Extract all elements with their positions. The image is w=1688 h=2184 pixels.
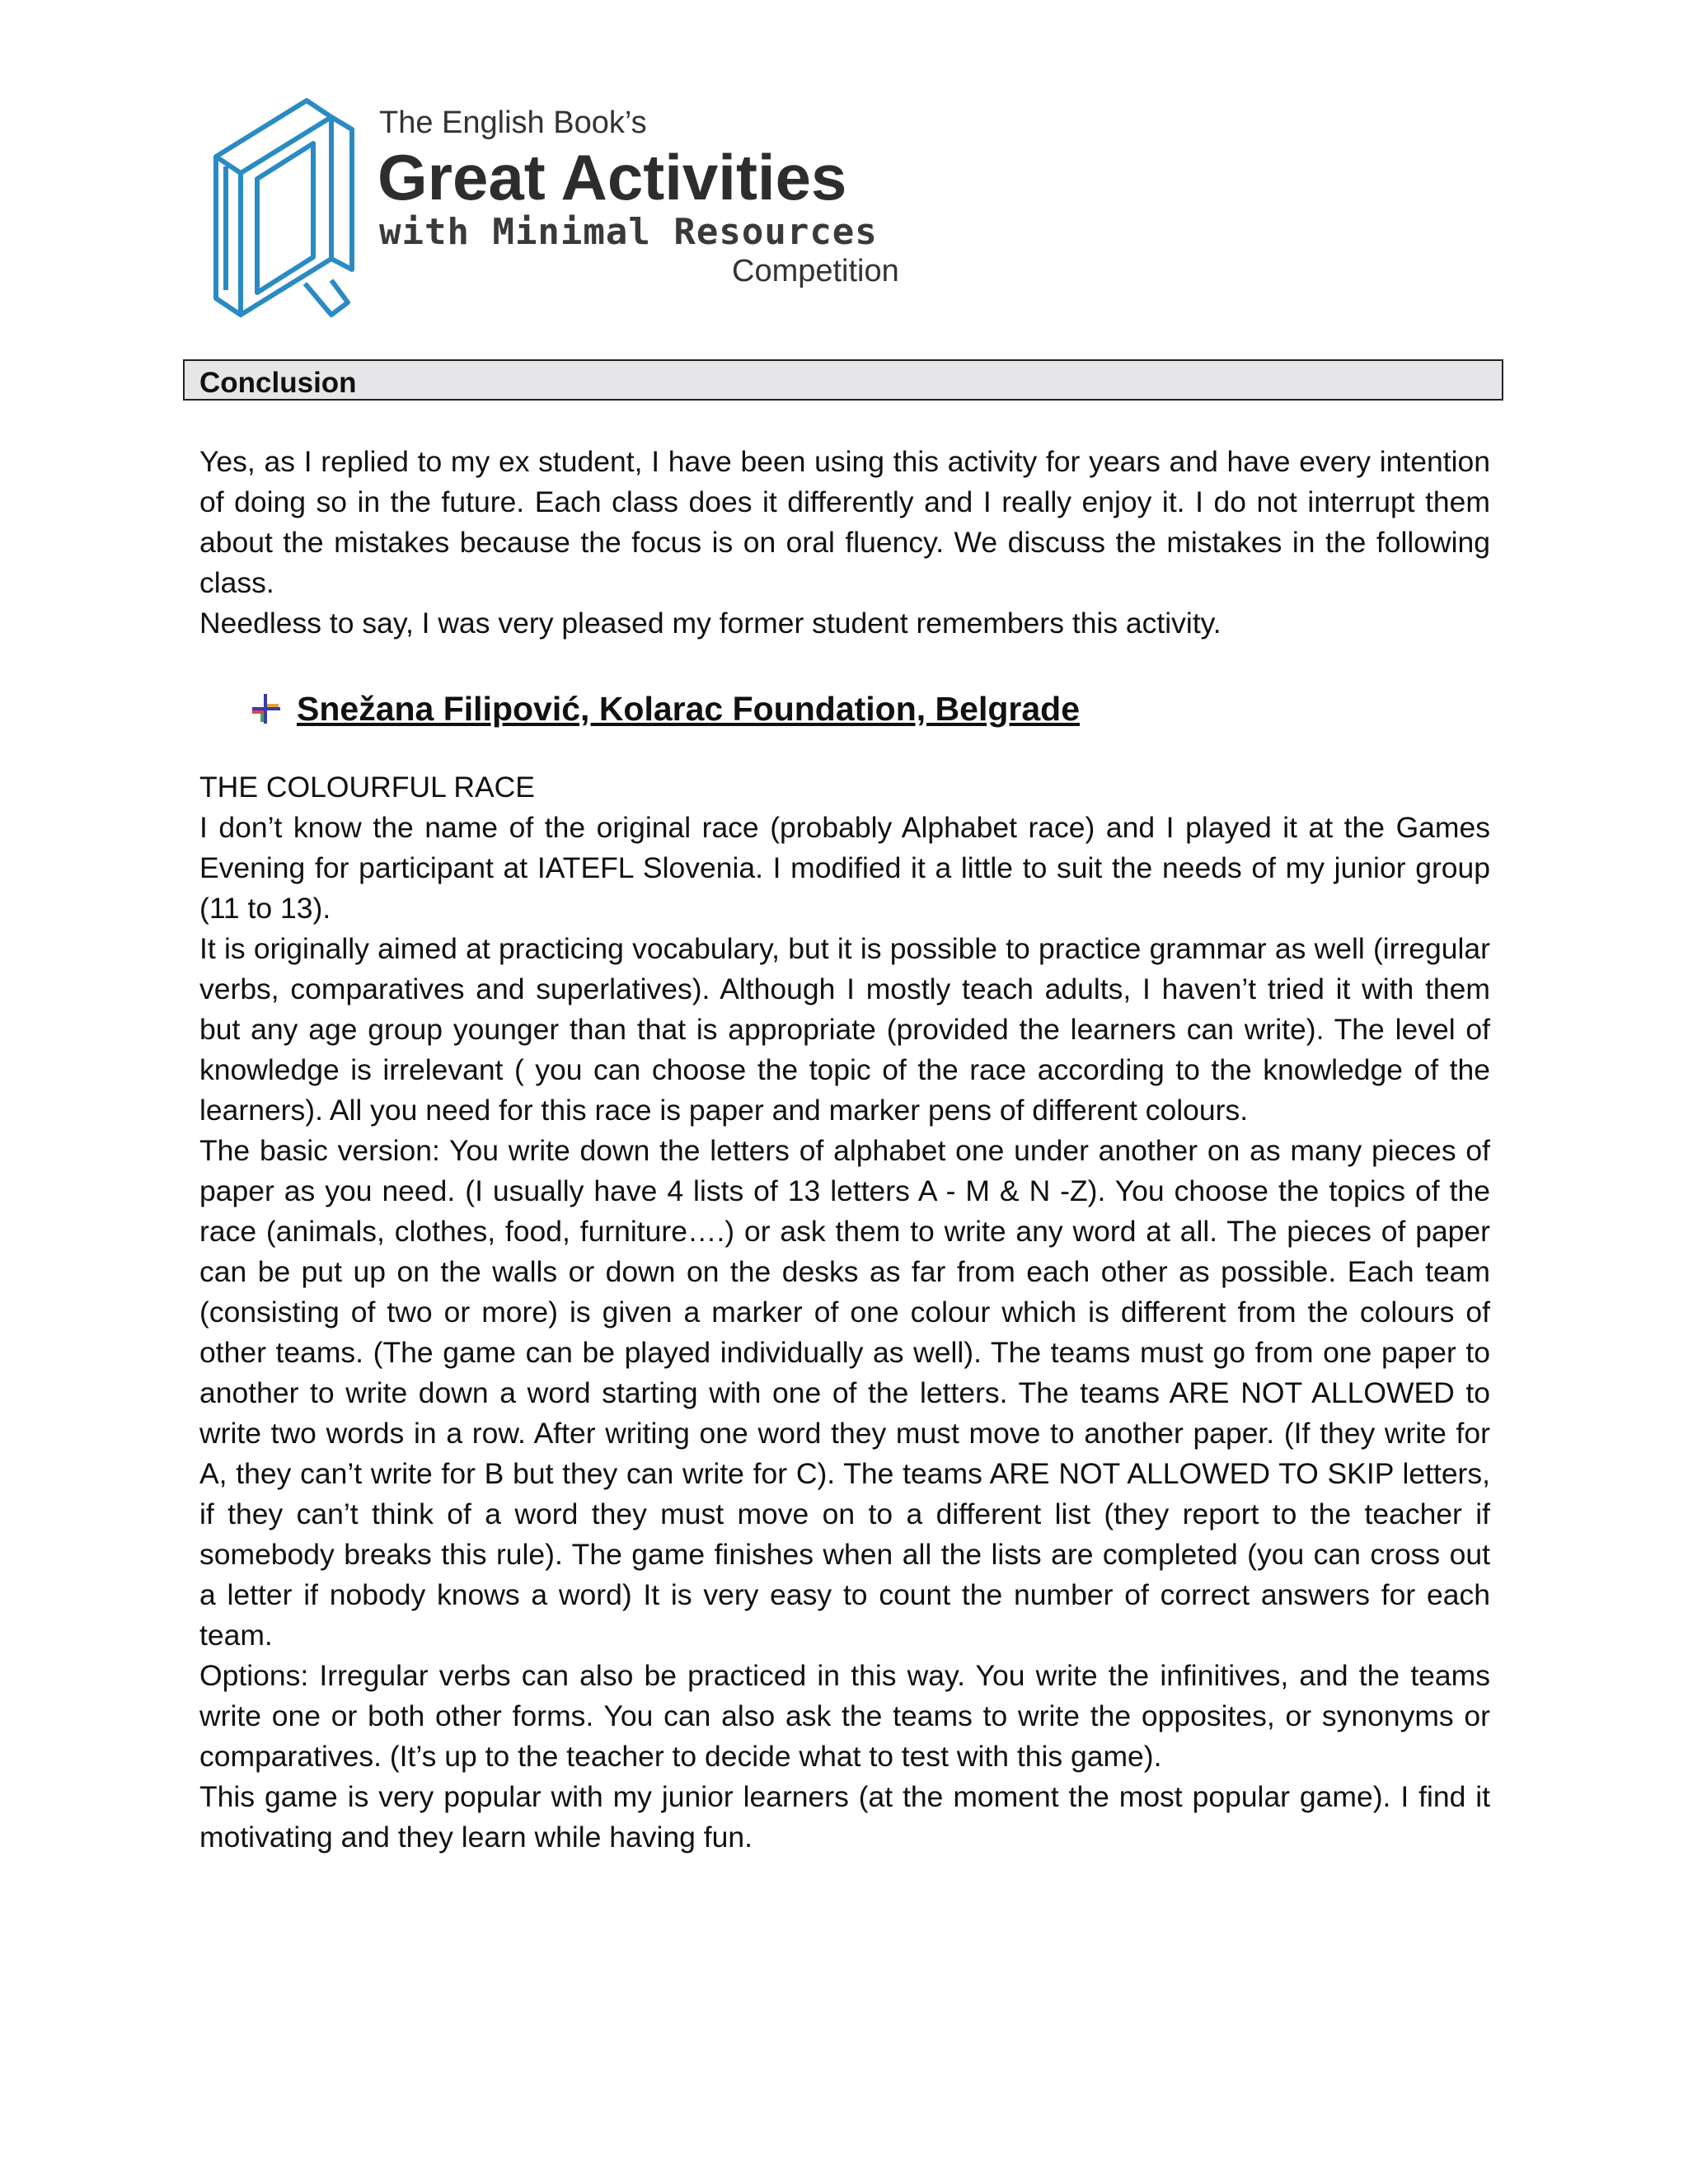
section-title: Conclusion — [199, 367, 357, 399]
book-icon — [208, 92, 373, 323]
article-title: THE COLOURFUL RACE — [199, 771, 535, 804]
section-header — [183, 359, 1503, 401]
article-paragraph-1: I don’t know the name of the original race (probably Alphabet race) and I played it at the Games Evening for participant at IATEFL Slovenia. I modified it a little to suit the needs of my junior group (11 to 13). — [199, 811, 1490, 925]
logo-line-3: with Minimal Resources — [379, 211, 878, 253]
logo-line-1: The English Book’s — [379, 105, 647, 140]
article-paragraph-4: Options: Irregular verbs can also be practiced in this way. You write the infinitives, and the teams write one or both other forms. You can also ask the teams to write the opposites, or synonyms or comparatives. (It’s up to the teacher to decide what to test with this game). — [199, 1659, 1490, 1773]
competition-logo — [208, 92, 925, 323]
article-paragraph-3: The basic version: You write down the letters of alphabet one under another on as many pieces of paper as you need. (I usually have 4 lists of 13 letters A - M & N -Z). You choose the topics of the race (animals, clothes, food, furniture….) or ask them to write any word at all. The pieces of paper can be put up on the walls or down on the desks as far from each other as possible. Each team (consisting of two or more) is given a marker of one colour which is different from the colours of other teams. (The game can be played individually as well). The teams must go from one paper to another to write down a word starting with one of the letters. The teams ARE NOT ALLOWED to write two words in a row. After writing one word they must move to another paper. (If they write for A, they can’t write for B but they can write for C). The teams ARE NOT ALLOWED TO SKIP letters, if they can’t think of a word they must move on to a different list (they report to the teacher if somebody breaks this rule). The game finishes when all the lists are completed (you can cross out a letter if nobody knows a word) It is very easy to count the number of correct answers for each team. — [199, 1134, 1490, 1652]
article-paragraph-2: It is originally aimed at practicing vocabulary, but it is possible to practice grammar as well (irregular verbs, comparatives and superlatives). Although I mostly teach adults, I haven’t tried it with them but any age group younger than that is appropriate (provided the learners can write). The level of knowledge is irrelevant ( you can choose the topic of the race according to the knowledge of the learners). All you need for this race is paper and marker pens of different colours. — [199, 932, 1490, 1127]
article-paragraph-5: This game is very popular with my junior learners (at the moment the most popular game). I find it motivating and they learn while having fun. — [199, 1780, 1490, 1854]
author-heading — [247, 686, 1080, 732]
conclusion-paragraph-2: Needless to say, I was very pleased my former student remembers this activity. — [199, 607, 1221, 640]
author-heading-text: Snežana Filipović, Kolarac Foundation, Belgrade — [297, 689, 1081, 728]
article-body — [199, 767, 1490, 1858]
conclusion-body — [199, 442, 1490, 644]
logo-line-2: Great Activities — [377, 141, 847, 213]
conclusion-paragraph-1: Yes, as I replied to my ex student, I have been using this activity for years and have every intention of doing so in the future. Each class does it differently and I really enjoy it. I do not interrupt them about the mistakes because the focus is on oral fluency. We discuss the mistakes in the following class. — [199, 445, 1490, 599]
plus-bullet-icon — [247, 691, 284, 727]
logo-line-4: Competition — [732, 254, 899, 288]
